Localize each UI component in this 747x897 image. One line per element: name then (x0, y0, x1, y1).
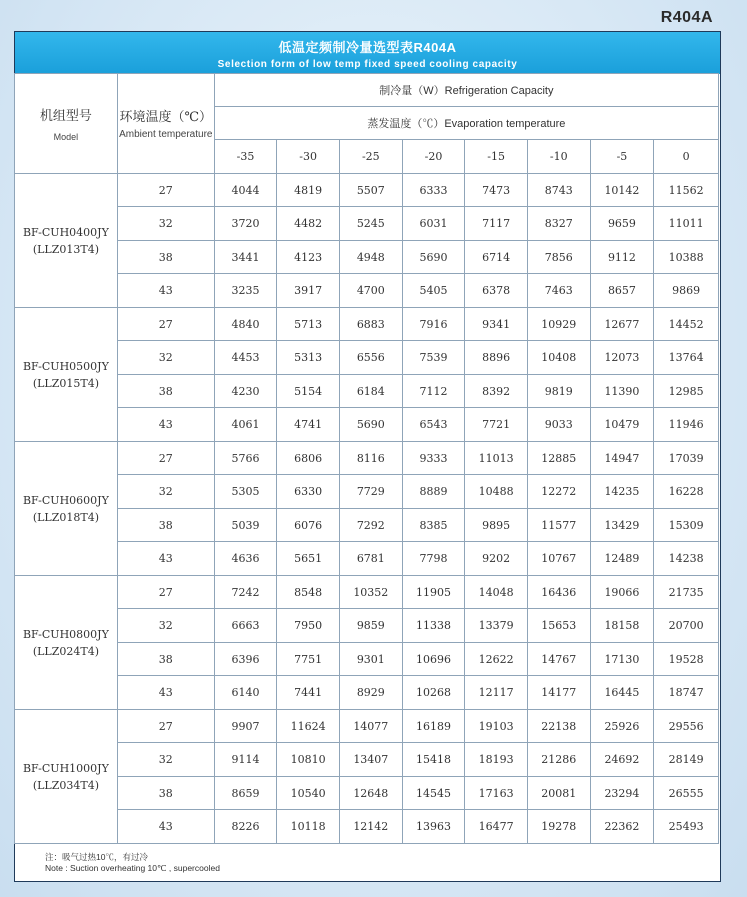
evap-temp-header: -5 (590, 140, 654, 174)
capacity-cell: 7441 (277, 676, 340, 710)
capacity-cell: 17130 (590, 643, 654, 676)
capacity-cell: 10810 (277, 743, 340, 777)
capacity-cell: 5713 (277, 308, 340, 341)
capacity-cell: 4948 (339, 241, 402, 274)
capacity-cell: 6378 (465, 274, 528, 308)
capacity-cell: 4840 (214, 308, 277, 341)
model-cell (15, 710, 118, 844)
capacity-cell: 4741 (277, 408, 340, 442)
capacity-cell: 7292 (339, 509, 402, 542)
table-row (15, 308, 719, 341)
capacity-cell: 8743 (527, 174, 590, 207)
ambient-header-cn: 环境温度（℃） (119, 110, 213, 125)
capacity-cell: 8657 (590, 274, 654, 308)
refrigerant-badge: R404A (660, 9, 713, 26)
table-row (15, 274, 719, 308)
capacity-cell: 22362 (590, 810, 654, 844)
capacity-cell: 8226 (214, 810, 277, 844)
capacity-cell: 14077 (339, 710, 402, 743)
capacity-cell: 7117 (465, 207, 528, 241)
model-name: BF-CUH1000JY (22, 761, 109, 775)
capacity-cell: 16477 (465, 810, 528, 844)
evap-temp-header: -20 (402, 140, 465, 174)
table-row (15, 676, 719, 710)
ambient-cell: 27 (117, 576, 214, 609)
capacity-cell: 13379 (465, 609, 528, 643)
capacity-cell: 9114 (214, 743, 277, 777)
model-cell (15, 308, 118, 442)
ambient-cell: 27 (117, 174, 214, 207)
table-row (15, 777, 719, 810)
ambient-cell: 38 (117, 509, 214, 542)
capacity-cell: 12117 (465, 676, 528, 710)
evap-temp-header: -30 (277, 140, 340, 174)
capacity-cell: 12489 (590, 542, 654, 576)
capacity-cell: 5690 (339, 408, 402, 442)
table-row (15, 442, 719, 475)
capacity-cell: 4044 (214, 174, 277, 207)
ambient-cell: 32 (117, 207, 214, 241)
capacity-cell: 15653 (527, 609, 590, 643)
capacity-cell: 21735 (654, 576, 719, 609)
capacity-cell: 7856 (527, 241, 590, 274)
capacity-cell: 14947 (590, 442, 654, 475)
capacity-cell: 5313 (277, 341, 340, 375)
capacity-cell: 6663 (214, 609, 277, 643)
ambient-cell: 43 (117, 810, 214, 844)
capacity-cell: 14545 (402, 777, 465, 810)
model-header-en: Model (53, 132, 79, 142)
capacity-cell: 4123 (277, 241, 340, 274)
capacity-cell: 10388 (654, 241, 719, 274)
capacity-cell: 6031 (402, 207, 465, 241)
capacity-cell: 16189 (402, 710, 465, 743)
model-name: BF-CUH0400JY (22, 225, 109, 239)
table-row (15, 174, 719, 207)
capacity-cell: 14048 (465, 576, 528, 609)
capacity-cell: 4700 (339, 274, 402, 308)
capacity-cell: 6330 (277, 475, 340, 509)
table-row (15, 576, 719, 609)
footnote (45, 852, 220, 874)
capacity-cell: 7112 (402, 375, 465, 408)
capacity-cell: 9333 (402, 442, 465, 475)
footnote-en: Note : Suction overheating 10℃ , supercooled (45, 863, 220, 873)
capacity-cell: 5154 (277, 375, 340, 408)
capacity-cell: 14177 (527, 676, 590, 710)
table-row (15, 810, 719, 844)
capacity-cell: 7916 (402, 308, 465, 341)
capacity-cell: 8327 (527, 207, 590, 241)
capacity-cell: 11390 (590, 375, 654, 408)
capacity-cell: 8392 (465, 375, 528, 408)
capacity-cell: 18747 (654, 676, 719, 710)
capacity-cell: 12272 (527, 475, 590, 509)
capacity-cell: 4482 (277, 207, 340, 241)
ambient-cell: 43 (117, 274, 214, 308)
capacity-cell: 26555 (654, 777, 719, 810)
capacity-cell: 14235 (590, 475, 654, 509)
capacity-cell: 7950 (277, 609, 340, 643)
evap-temp-header: -25 (339, 140, 402, 174)
ambient-cell: 38 (117, 375, 214, 408)
model-cell (15, 576, 118, 710)
evap-temp-header: -35 (214, 140, 277, 174)
capacity-cell: 13407 (339, 743, 402, 777)
capacity-cell: 10540 (277, 777, 340, 810)
model-code: (LLZ013T4) (32, 242, 99, 256)
capacity-cell: 16445 (590, 676, 654, 710)
capacity-header: 制冷量（W）Refrigeration Capacity (214, 74, 718, 107)
ambient-cell: 38 (117, 643, 214, 676)
capacity-cell: 9112 (590, 241, 654, 274)
capacity-cell: 4453 (214, 341, 277, 375)
capacity-cell: 22138 (527, 710, 590, 743)
capacity-cell: 5305 (214, 475, 277, 509)
evap-temp-header: 0 (654, 140, 719, 174)
capacity-cell: 10929 (527, 308, 590, 341)
capacity-cell: 3235 (214, 274, 277, 308)
capacity-cell: 11338 (402, 609, 465, 643)
capacity-cell: 5690 (402, 241, 465, 274)
capacity-cell: 17039 (654, 442, 719, 475)
capacity-cell: 9033 (527, 408, 590, 442)
table-row (15, 207, 719, 241)
capacity-cell: 6714 (465, 241, 528, 274)
capacity-cell: 9301 (339, 643, 402, 676)
capacity-cell: 17163 (465, 777, 528, 810)
footnote-cn: 注：吸气过热10℃，有过冷 (45, 852, 148, 862)
model-cell (15, 442, 118, 576)
capacity-cell: 10408 (527, 341, 590, 375)
capacity-cell: 12142 (339, 810, 402, 844)
capacity-cell: 13764 (654, 341, 719, 375)
capacity-cell: 4636 (214, 542, 277, 576)
model-code: (LLZ024T4) (32, 644, 99, 658)
capacity-cell: 20081 (527, 777, 590, 810)
capacity-cell: 11011 (654, 207, 719, 241)
table-row (15, 375, 719, 408)
ambient-cell: 38 (117, 777, 214, 810)
capacity-cell: 6396 (214, 643, 277, 676)
capacity-cell: 12648 (339, 777, 402, 810)
capacity-cell: 29556 (654, 710, 719, 743)
ambient-cell: 27 (117, 442, 214, 475)
capacity-cell: 12985 (654, 375, 719, 408)
capacity-cell: 19528 (654, 643, 719, 676)
model-code: (LLZ034T4) (32, 778, 99, 792)
ambient-cell: 32 (117, 609, 214, 643)
capacity-cell: 8548 (277, 576, 340, 609)
capacity-cell: 6556 (339, 341, 402, 375)
capacity-cell: 4061 (214, 408, 277, 442)
ambient-header (117, 74, 214, 174)
model-name: BF-CUH0600JY (22, 493, 109, 507)
evap-temp-header: -15 (465, 140, 528, 174)
ambient-cell: 27 (117, 308, 214, 341)
model-code: (LLZ015T4) (32, 376, 99, 390)
capacity-cell: 25926 (590, 710, 654, 743)
capacity-cell: 15309 (654, 509, 719, 542)
capacity-cell: 9819 (527, 375, 590, 408)
capacity-cell: 6184 (339, 375, 402, 408)
model-code: (LLZ018T4) (32, 510, 99, 524)
capacity-cell: 5245 (339, 207, 402, 241)
table-row (15, 408, 719, 442)
capacity-cell: 23294 (590, 777, 654, 810)
capacity-cell: 18193 (465, 743, 528, 777)
capacity-cell: 6076 (277, 509, 340, 542)
capacity-cell: 5766 (214, 442, 277, 475)
ambient-cell: 43 (117, 676, 214, 710)
model-header (15, 74, 118, 174)
capacity-cell: 25493 (654, 810, 719, 844)
capacity-cell: 14452 (654, 308, 719, 341)
capacity-cell: 12622 (465, 643, 528, 676)
capacity-cell: 3917 (277, 274, 340, 308)
capacity-cell: 7242 (214, 576, 277, 609)
model-header-cn: 机组型号 (39, 109, 92, 124)
capacity-cell: 4230 (214, 375, 277, 408)
capacity-cell: 9659 (590, 207, 654, 241)
capacity-cell: 5039 (214, 509, 277, 542)
ambient-cell: 38 (117, 241, 214, 274)
capacity-cell: 11946 (654, 408, 719, 442)
capacity-cell: 6781 (339, 542, 402, 576)
capacity-cell: 8889 (402, 475, 465, 509)
ambient-header-en: Ambient temperature (119, 129, 213, 140)
capacity-cell: 5651 (277, 542, 340, 576)
table-row (15, 609, 719, 643)
capacity-cell: 5507 (339, 174, 402, 207)
capacity-cell: 7729 (339, 475, 402, 509)
model-name: BF-CUH0500JY (22, 359, 109, 373)
ambient-cell: 27 (117, 710, 214, 743)
table-row (15, 509, 719, 542)
capacity-cell: 8385 (402, 509, 465, 542)
table-row (15, 643, 719, 676)
capacity-cell: 5405 (402, 274, 465, 308)
capacity-cell: 12677 (590, 308, 654, 341)
title-band (15, 32, 720, 74)
capacity-cell: 6333 (402, 174, 465, 207)
capacity-cell: 3441 (214, 241, 277, 274)
capacity-cell: 16436 (527, 576, 590, 609)
capacity-cell: 7539 (402, 341, 465, 375)
capacity-cell: 8659 (214, 777, 277, 810)
ambient-cell: 32 (117, 475, 214, 509)
capacity-cell: 4819 (277, 174, 340, 207)
capacity-cell: 11905 (402, 576, 465, 609)
capacity-cell: 24692 (590, 743, 654, 777)
title-en: Selection form of low temp fixed speed cooling capacity (217, 59, 518, 70)
capacity-cell: 11562 (654, 174, 719, 207)
capacity-cell: 7751 (277, 643, 340, 676)
capacity-cell: 13963 (402, 810, 465, 844)
capacity-table (14, 73, 719, 844)
model-name: BF-CUH0800JY (22, 627, 109, 641)
capacity-cell: 6140 (214, 676, 277, 710)
capacity-cell: 28149 (654, 743, 719, 777)
capacity-cell: 6543 (402, 408, 465, 442)
capacity-cell: 10479 (590, 408, 654, 442)
table-row (15, 710, 719, 743)
capacity-cell: 12885 (527, 442, 590, 475)
title-cn: 低温定频制冷量选型表R404A (278, 40, 457, 55)
capacity-cell: 18158 (590, 609, 654, 643)
table-row (15, 542, 719, 576)
capacity-cell: 13429 (590, 509, 654, 542)
capacity-cell: 10118 (277, 810, 340, 844)
ambient-cell: 43 (117, 408, 214, 442)
capacity-cell: 9202 (465, 542, 528, 576)
capacity-cell: 9895 (465, 509, 528, 542)
capacity-cell: 6883 (339, 308, 402, 341)
capacity-cell: 9869 (654, 274, 719, 308)
capacity-cell: 8116 (339, 442, 402, 475)
ambient-cell: 32 (117, 341, 214, 375)
capacity-cell: 7473 (465, 174, 528, 207)
capacity-cell: 10767 (527, 542, 590, 576)
model-cell (15, 174, 118, 308)
evap-temp-header: -10 (527, 140, 590, 174)
capacity-cell: 19066 (590, 576, 654, 609)
capacity-cell: 21286 (527, 743, 590, 777)
capacity-cell: 8896 (465, 341, 528, 375)
capacity-cell: 14238 (654, 542, 719, 576)
capacity-cell: 10696 (402, 643, 465, 676)
table-row (15, 241, 719, 274)
capacity-cell: 9907 (214, 710, 277, 743)
capacity-cell: 11577 (527, 509, 590, 542)
capacity-cell: 16228 (654, 475, 719, 509)
ambient-cell: 43 (117, 542, 214, 576)
capacity-cell: 7463 (527, 274, 590, 308)
capacity-cell: 15418 (402, 743, 465, 777)
capacity-cell: 10142 (590, 174, 654, 207)
capacity-cell: 3720 (214, 207, 277, 241)
evaporation-header: 蒸发温度（℃）Evaporation temperature (214, 107, 718, 140)
capacity-cell: 19103 (465, 710, 528, 743)
capacity-cell: 9859 (339, 609, 402, 643)
capacity-cell: 14767 (527, 643, 590, 676)
capacity-cell: 19278 (527, 810, 590, 844)
capacity-cell: 11013 (465, 442, 528, 475)
capacity-cell: 10352 (339, 576, 402, 609)
capacity-cell: 7798 (402, 542, 465, 576)
capacity-cell: 20700 (654, 609, 719, 643)
ambient-cell: 32 (117, 743, 214, 777)
capacity-cell: 6806 (277, 442, 340, 475)
selection-table-frame (14, 31, 721, 882)
capacity-cell: 12073 (590, 341, 654, 375)
capacity-cell: 11624 (277, 710, 340, 743)
table-row (15, 475, 719, 509)
capacity-cell: 10488 (465, 475, 528, 509)
capacity-cell: 10268 (402, 676, 465, 710)
table-row (15, 341, 719, 375)
capacity-cell: 8929 (339, 676, 402, 710)
capacity-cell: 9341 (465, 308, 528, 341)
capacity-cell: 7721 (465, 408, 528, 442)
table-row (15, 743, 719, 777)
